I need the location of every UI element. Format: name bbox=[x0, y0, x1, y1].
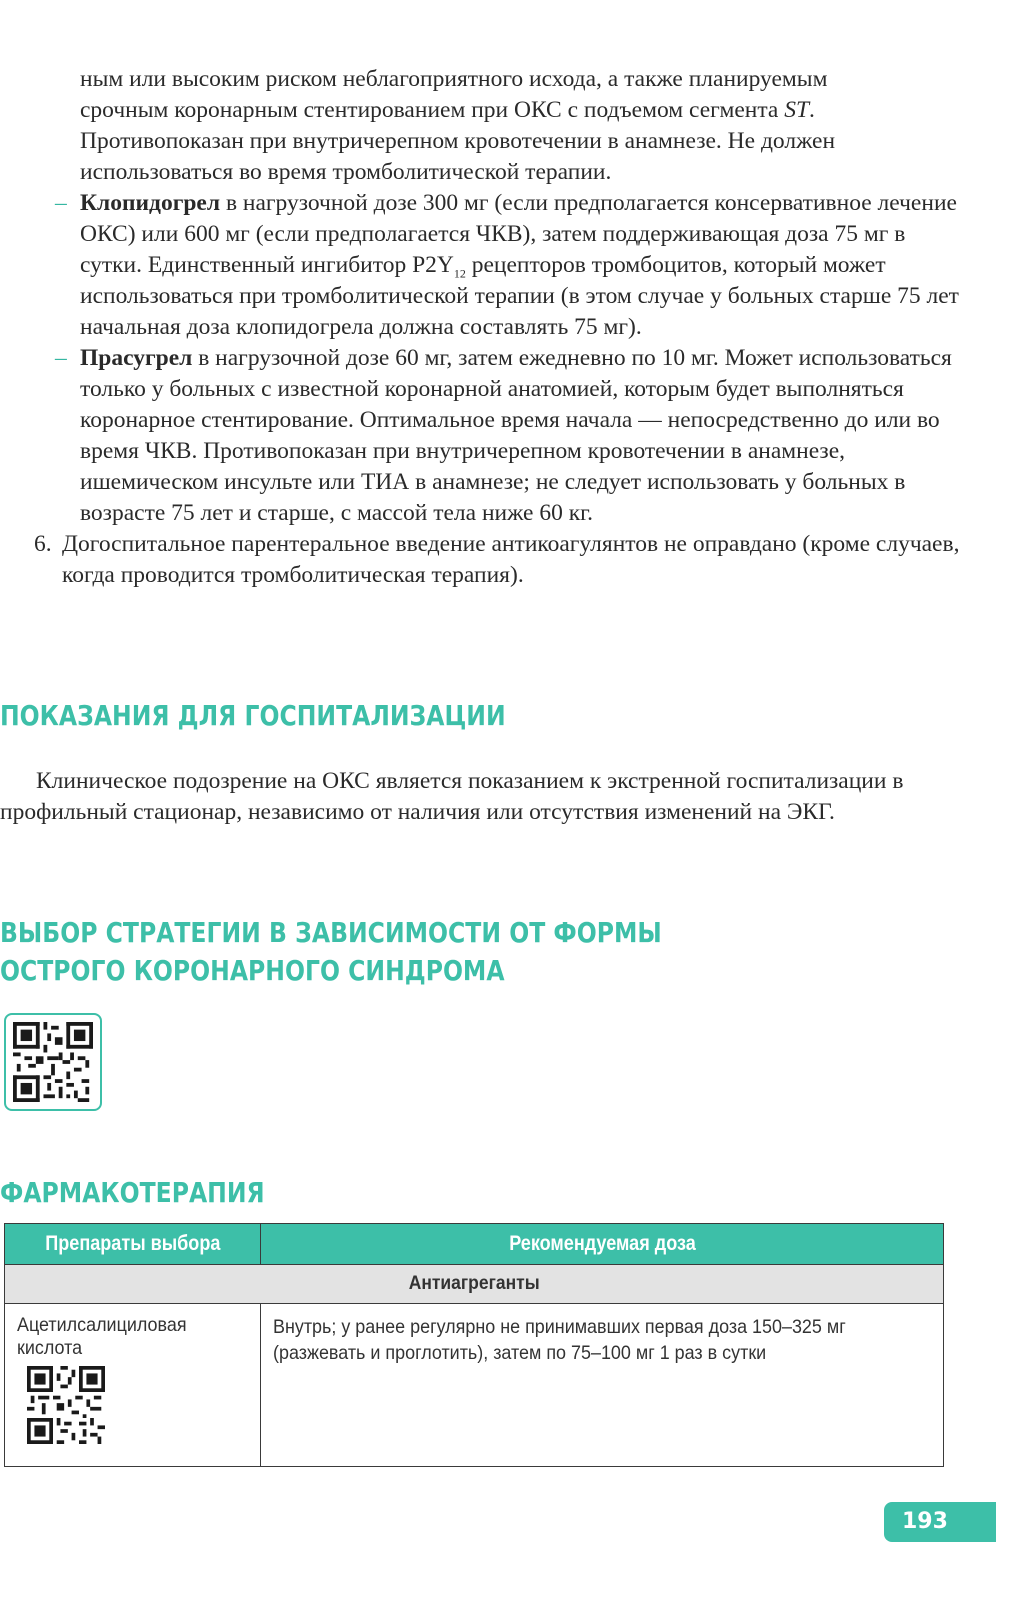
dash-bullet: – bbox=[55, 345, 67, 371]
group-label-text: Антиагреганты bbox=[408, 1273, 540, 1294]
table-header-row bbox=[5, 1224, 944, 1265]
column-header-dose-label: Рекомендуемая доза bbox=[508, 1232, 696, 1255]
table-group-row bbox=[5, 1265, 944, 1304]
list-item-clopidogrel bbox=[0, 188, 960, 343]
column-header-drugs bbox=[5, 1224, 261, 1265]
qr-code-drug[interactable] bbox=[27, 1366, 250, 1450]
list-item-6 bbox=[0, 529, 960, 591]
drug-name-clopidogrel: Клопидогрел bbox=[80, 190, 221, 216]
section-title-pharmacotherapy: ФАРМАКОТЕРАПИЯ bbox=[0, 1176, 265, 1209]
continuation-rest: Противопоказан при внутричерепном кровотечении в анамнезе. Не должен использоваться во время тромболитической терапии. bbox=[80, 128, 836, 185]
page-number: 193 bbox=[884, 1502, 996, 1542]
drug-name-prasugrel: Прасугрел bbox=[80, 345, 193, 371]
qr-code-icon bbox=[27, 1366, 105, 1444]
column-header-dose bbox=[261, 1224, 944, 1265]
prasugrel-text: в нагрузочной дозе 60 мг, затем ежедневно по 10 мг. Может использоваться только у больных с известной коронарной анатомией, которым будет выполняться коронарное стентирование. Оптимальное время начала — непосредственно до или во время ЧКВ. Противопоказан при внутричерепном кровотечении в анамнезе, ишемическом инсульте или ТИА в анамнезе; не следует использовать у больных в возрасте 75 лет и старше, с массой тела ниже 60 кг. bbox=[80, 345, 952, 526]
drug-cell bbox=[5, 1304, 261, 1467]
list-item-prasugrel bbox=[0, 343, 960, 529]
continuation-line1: ным или высоким риском неблагоприятного исхода, а также планируемым bbox=[80, 66, 828, 92]
table-row bbox=[5, 1304, 944, 1467]
column-header-drugs-label: Препараты выбора bbox=[44, 1232, 221, 1255]
clopidogrel-text-b: рецепторов тромбоцитов, который может использоваться при тромболитической терапии (в этом случае у больных старше 75 лет начальная доза клопидогрела должна составлять 75 мг). bbox=[80, 252, 959, 340]
section-title-strategy bbox=[0, 914, 662, 990]
clopidogrel-text-a: в нагрузочной дозе 300 мг (если предполагается консервативное лечение ОКС) или 600 мг (если предполагается ЧКВ), затем поддерживающая доза 75 мг в сутки. Единственный ингибитор P2Y bbox=[80, 190, 957, 278]
qr-code[interactable] bbox=[4, 1013, 102, 1111]
drug-name: Ацетилсалициловая кислота bbox=[17, 1314, 187, 1359]
st-segment-term: ST bbox=[784, 97, 810, 123]
dose-cell bbox=[261, 1304, 944, 1467]
qr-code-icon bbox=[13, 1022, 93, 1102]
dose-text: Внутрь; у ранее регулярно не принимавших первая доза 150–325 мг (разжевать и проглотить), затем по 75–100 мг 1 раз в сутки bbox=[273, 1316, 846, 1364]
body-text-continuation bbox=[0, 64, 960, 591]
strategy-title-line1: ВЫБОР СТРАТЕГИИ В ЗАВИСИМОСТИ ОТ ФОРМЫ bbox=[0, 916, 662, 949]
strategy-title-line2: ОСТРОГО КОРОНАРНОГО СИНДРОМА bbox=[0, 954, 505, 987]
continuation-line2: срочным коронарным стентированием при ОКС с подъемом сегмента bbox=[80, 97, 785, 123]
section-title-hospitalization: ПОКАЗАНИЯ ДЛЯ ГОСПИТАЛИЗАЦИИ bbox=[0, 699, 506, 732]
pharmacotherapy-table bbox=[4, 1223, 944, 1467]
list-number: 6. bbox=[34, 531, 52, 557]
continuation-paragraph bbox=[0, 64, 960, 188]
dash-bullet: – bbox=[55, 190, 67, 216]
p2y-subscript: 12 bbox=[453, 266, 466, 281]
hospitalization-paragraph: Клиническое подозрение на ОКС является показанием к экстренной госпитализации в профильный стационар, независимо от наличия или отсутствия изменений на ЭКГ. bbox=[0, 768, 904, 825]
group-label bbox=[5, 1265, 944, 1304]
period: . bbox=[809, 97, 815, 123]
item6-text: Догоспитальное парентеральное введение антикоагулянтов не оправдано (кроме случаев, когда проводится тромболитическая терапия). bbox=[62, 531, 960, 588]
